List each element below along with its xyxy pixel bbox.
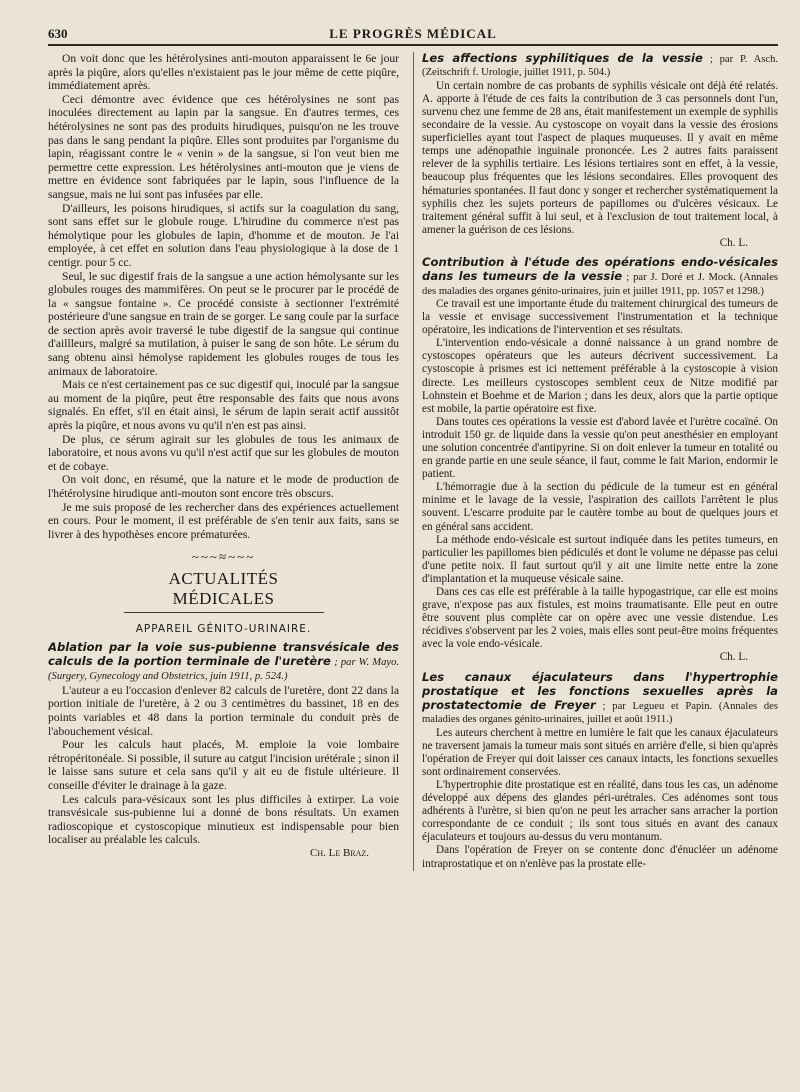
page-header [48,26,778,46]
article-signature: Ch. L. [719,236,748,249]
paragraph: L'auteur a eu l'occasion d'enlever 82 calculs de l'uretère, dont 22 dans la portion initiale de l'uretère, à 2 ou 3 centimètres du bassinet, 18 en des points variables et 48 dans la portion terminale du conduit près de l'abouchement vésical. [48,683,400,738]
article-reference: ; par W. Mayo. (Surgery, Gynecology and Obstetrics, juin 1911, p. 524.) [48,656,400,683]
paragraph: Ceci démontre avec évidence que ces hétérolysines ne sont pas inoculées directement au lapin par la sangsue. En d'autres termes, ces hétérolysines ne sont pas des produits hirudiques, puisqu'on ne les trouve pas dans le sang pendant la piqûre. Elles sont produites par l'organisme du lapin, réagissant contre le « venin » de la sangsue, si l'on veut bien me permettre cette expression. Les hétérolysines anti-mouton que je viens de mettre en évidence sont fabriquées par le lapin, sous l'influence de la sangsue, mais ne lui sont pas infusées par elle. [48,92,400,201]
two-column-body [48,52,778,871]
paragraph: De plus, ce sérum agirait sur les globules de tous les animaux de laboratoire, et nous avons vu qu'il n'est actif que sur les globules de mouton et de cobaye. [48,432,400,473]
article-heading [48,641,399,683]
paragraph: L'intervention endo-vésicale a donné naissance à un grand nombre de cystoscopes opérateurs que les auteurs décrivent successivement. La cystoscopie à prismes est ici nettement préférable à la cystoscopie à vision directe. Les meilleurs cystoscopes semblent ceux de Nitze modifié par Lohnstein et Boehme et de Marion ; dans les deux, alors que la partie optique est mobile, la partie opératoire est fixe. [422,337,778,415]
article-signature: Ch. L. [719,651,748,664]
right-column [413,52,778,871]
paragraph: On voit donc, en résumé, que la nature et le mode de production de l'hétérolysine hirudique anti-mouton sont encore très obscurs. [48,473,400,500]
article-reference: ; par Legueu et Papin. (Annales des maladies des organes génito-urinaires, juillet et août 1911.) [422,700,778,726]
paragraph: Mais ce n'est certainement pas ce suc digestif qui, inoculé par la sangsue au moment de la piqûre, peut être responsable des faits que nous avons signalés. En effet, s'il en était ainsi, le sérum de lapin serait actif aussitôt après la piqûre, et nous avons vu qu'il n'en est pas ainsi. [48,378,400,433]
paragraph: L'hémorragie due à la section du pédicule de la tumeur est en général minime et le lavage de la vessie, l'aspiration des caillots l'arrêtent le plus souvent. L'escarre produite par le cautère tombe au bout de quelques jours et en général sans accident. [422,481,778,533]
article-title: Contribution à l'étude des opérations endo-vésicales dans les tumeurs de la vessie [422,255,778,284]
journal-title: LE PROGRÈS MÉDICAL [329,26,497,41]
paragraph: Dans ces cas elle est préférable à la taille hypogastrique, car elle est moins grave, n'expose pas aux fistules, est moins traumatisante. Elle peut en outre être souvent plus complète car on opère avec une vessie distendue. Les récidives s'observent par les 2 voies, mais elles sont peut-être moins fréquentes avec la voie endo-vésicale. [422,586,778,651]
paragraph: Seul, le suc digestif frais de la sangsue a une action hémolysante sur les globules rouges des mammifères. On peut se le procurer par le procédé de la « sangsue fontaine ». Ce procédé consiste à sectionner l'extrémité postérieure d'une sangsue en train de se gorger. Le sang coule par la surface de section après avoir traversé le tube digestif de la sangsue qui continue d'aillleurs, malgré sa mutilation, à puiser le sang de son hôte. Le sérum du sang obtenu ainsi hémolyse rapidement les globules rouges de tous les animaux de laboratoire. [48,269,400,378]
paragraph: Un certain nombre de cas probants de syphilis vésicale ont déjà été relatés. A. apporte à l'étude de ces faits la contribution de 3 cas personnels dont l'un, survenu chez une femme de 28 ans, était manifestement un exemple de syphilis secondaire de la vessie. Au cystoscope on voyait dans la vessie des érosions superficielles ayant tout l'aspect de plaques muqueuses. Il y avait en même temps une adénopathie inguinale prononcée. Les 2 autres faits paraissent relever de la syphilis tertiaire. Les lésions tertiaires sont en effet, à la vessie, beaucoup plus fréquentes que les lésions secondaires. Elles provoquent des hématuries spontanées. Il faut donc y songer et rechercher systématiquement la syphilis chez les sujets porteurs de papillomes ou d'ulcères vésicaux. Le traitement général suffit à lui seul, et à l'exclusion de tout traitement local, à amener la guérison de ces lésions. [422,79,778,236]
article-heading [422,671,778,727]
article-reference: ; par P. Asch. (Zeitschrift f. Urologie, juillet 1911, p. 504.) [422,54,778,79]
paragraph: Pour les calculs haut placés, M. emploie la voie lombaire rétropéritonéale. Si possible, il suture au catgut l'incision urétérale ; sinon il le laisse sans suture et cela sans qu'il y ait eu de fistule ultérieure. Il conseille d'éviter le drainage à la gaze. [48,738,400,792]
left-column [48,52,399,871]
paragraph: D'ailleurs, les poisons hirudiques, si actifs sur la coagulation du sang, sont sans effet sur le globule rouge. L'hirudine du commerce n'est pas hémolytique pour les globules de lapin, d'homme et de mouton. Je l'ai employée, à cet effet en solution dans l'eau physiologique à la dose de 1 centigr. pour 5 cc. [48,201,400,269]
page-number: 630 [48,26,68,41]
paragraph: Les auteurs cherchent à mettre en lumière le fait que les canaux éjaculateurs ne traversent jamais la tumeur mais sont situés en arrière d'elle, si bien qu'après l'opération de Freyer qui doit laisser ces canaux intacts, les fonctions sexuelles sont ordinairement conservées. [422,726,778,778]
paragraph: L'hypertrophie dite prostatique est en réalité, dans tous les cas, un adénome développé aux dépens des glandes péri-urétrales. Ces adénomes sont tous adhérents à l'urètre, si bien qu'on ne peut les arracher sans arracher la portion correspondante de ce conduit ; ils sont tous situés en avant des canaux éjaculateurs et toujours au-dessus du veru montanum. [422,778,778,844]
article-heading [422,256,778,298]
paragraph: La méthode endo-vésicale est surtout indiquée dans les petites tumeurs, en particulier les papillomes bien pédiculés et dont le volume ne dépasse pas celui d'une petite noix. Il faut surtout qu'il y ait une limite nette entre la zone d'implantation et la muqueuse vésicale saine. [422,533,778,585]
subsection-title: APPAREIL GÉNITO-URINAIRE. [135,623,312,636]
article-heading [422,52,778,80]
section-ornament: ~~~≈~~~ [191,549,256,565]
paragraph: Dans l'opération de Freyer on se contente donc d'énucléer un adénome intraprostatique et on n'enlève pas la prostate elle- [422,844,778,870]
paragraph: Ce travail est une importante étude du traitement chirurgical des tumeurs de la vessie et envisage successivement l'instrumentation et la technique opératoire, les indications de l'intervention et ses résultats. [422,297,778,337]
paragraph: On voit donc que les hétérolysines anti-mouton apparaissent le 6e jour après la piqûre, alors qu'elles n'existaient pas le jour même de cette piqûre, immédiatement après. [48,52,400,93]
paragraph: Dans toutes ces opérations la vessie est d'abord lavée et l'urètre cocaïné. On introduit 150 gr. de liquide dans la vessie qu'on peut anesthésier en employant une solution concentrée d'antipyrine. Si on doit enlever la tumeur en totalité ou en grande partie en une seule séance, il faut, comme le fait Marion, endormir le patient. [422,415,778,481]
section-title: ACTUALITÉS MÉDICALES [124,569,324,613]
article-signature: Ch. Le Braz. [309,846,370,859]
article-title: Les canaux éjaculateurs dans l'hypertrophie prostatique et les fonctions sexuelles après la prostatectomie de Freyer [422,669,778,712]
article-title: Ablation par la voie sus-pubienne transvésicale des calculs de la portion terminale de l'uretère [48,640,400,668]
paragraph: Les calculs para-vésicaux sont les plus difficiles à extirper. La voie transvésicale sus-pubienne lui a donné de bons résultats. Un examen radioscopique et cystoscopique minutieux est indispensable pour bien localiser au préalable les calculs. [48,792,400,847]
article-reference: ; par J. Doré et J. Mock. (Annales des maladies des organes génito-urinaires, juin et juillet 1911, pp. 1057 et 1298.) [422,272,778,297]
article-title: Les affections syphilitiques de la vessie [422,52,703,65]
paragraph: Je me suis proposé de les rechercher dans des expériences actuellement en cours. Pour le moment, il est préférable de s'en tenir aux faits, sans se livrer à des hypothèses encore prématurées. [48,500,400,541]
